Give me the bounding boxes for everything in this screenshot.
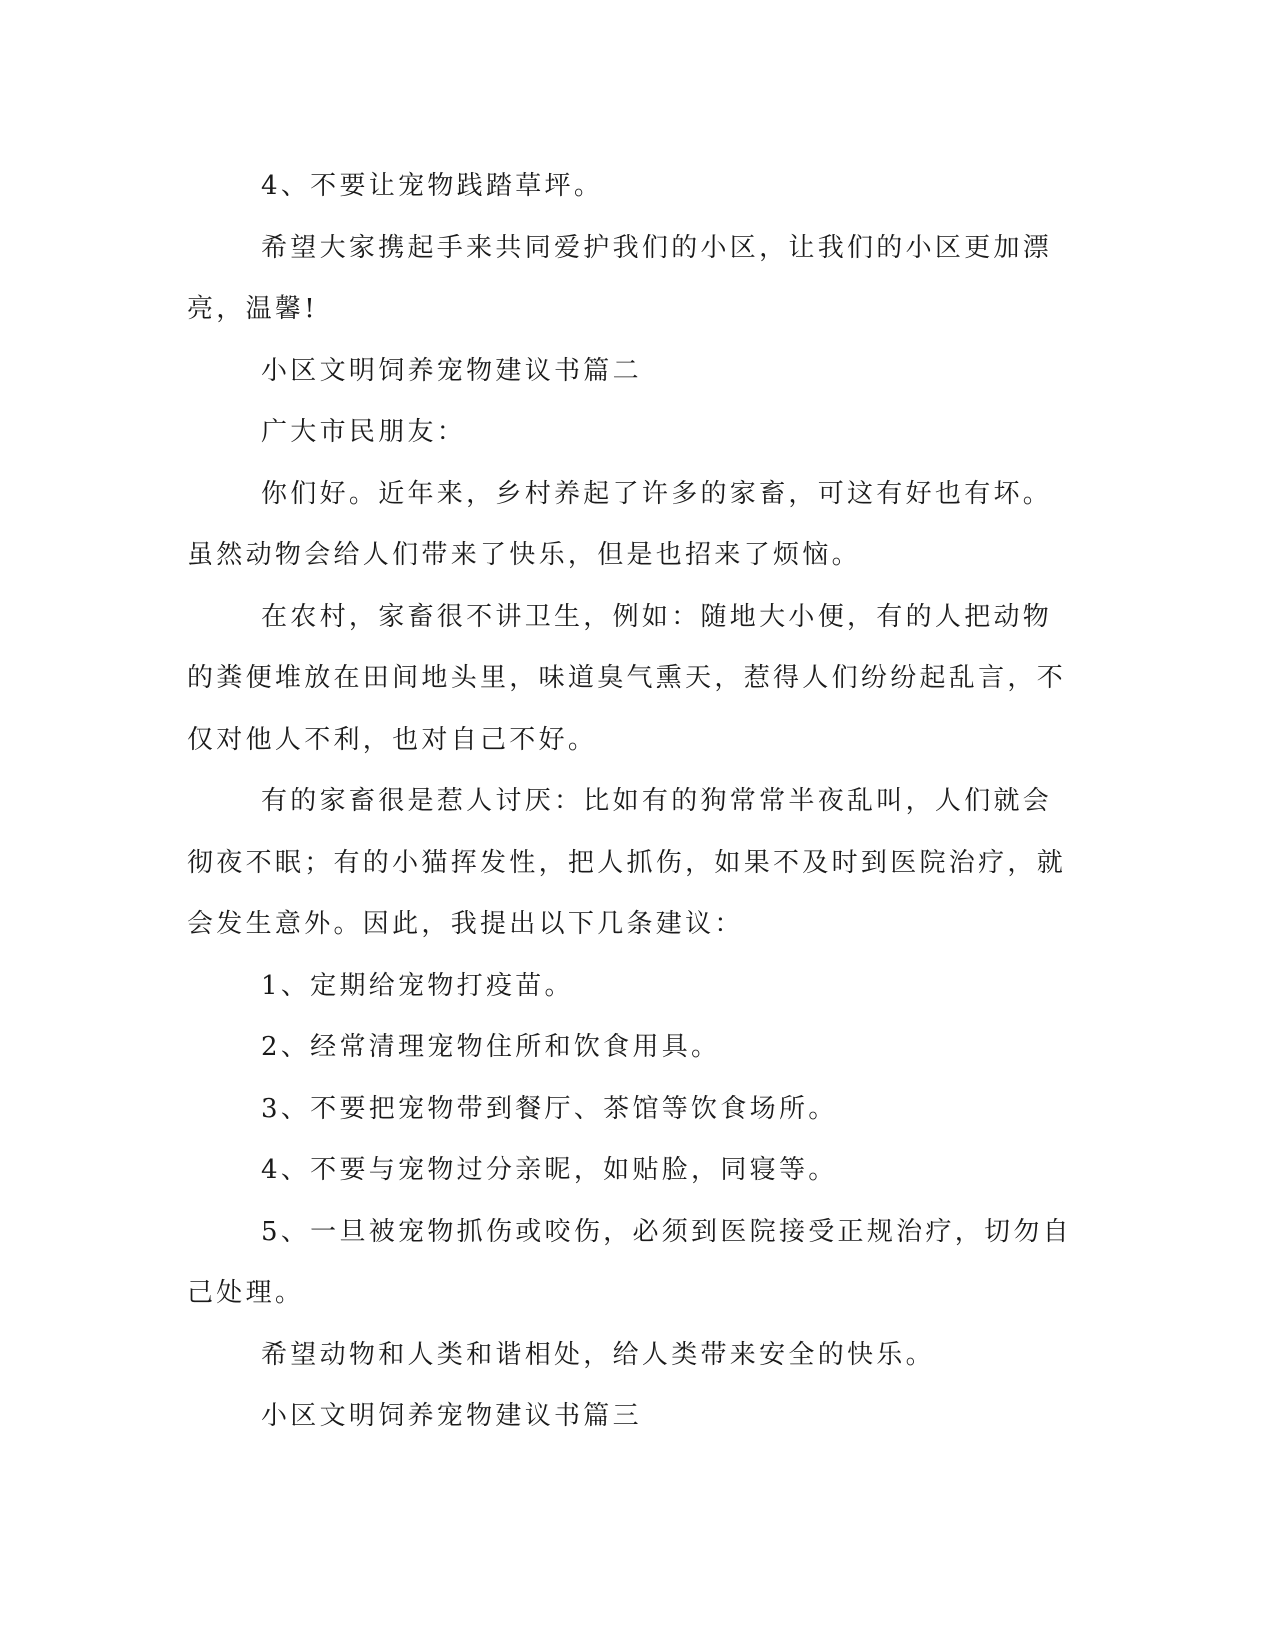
list-item-4-lawn: 4、不要让宠物践踏草坪。: [261, 171, 604, 201]
salutation: 广大市民朋友：: [261, 417, 467, 447]
list-item-5-treatment: 5、一旦被宠物抓伤或咬伤，必须到医院接受正规治疗，切勿自己处理。: [187, 1216, 1072, 1308]
list-item-1-vaccine: 1、定期给宠物打疫苗。: [261, 970, 574, 1001]
body-paragraph-hygiene: 在农村，家畜很不讲卫生，例如：随地大小便，有的人把动物的粪便堆放在田间地头里，味道臭气熏天，惹得人们纷纷起乱言，不仅对他人不利，也对自己不好。: [187, 601, 1067, 755]
section-heading-part-two: 小区文明饲养宠物建议书篇二: [261, 355, 642, 386]
list-item-2-cleaning: 2、经常清理宠物住所和饮食用具。: [261, 1032, 721, 1062]
section-heading-part-three: 小区文明饲养宠物建议书篇三: [261, 1401, 642, 1431]
list-item-3-restaurants: 3、不要把宠物带到餐厅、茶馆等饮食场所。: [261, 1093, 838, 1124]
list-item-4-contact: 4、不要与宠物过分亲昵，如贴脸，同寝等。: [261, 1155, 838, 1185]
closing-wish: 希望动物和人类和谐相处，给人类带来安全的快乐。: [261, 1339, 935, 1370]
document-body: [187, 156, 1077, 1448]
body-paragraph-intro: 你们好。近年来，乡村养起了许多的家畜，可这有好也有坏。虽然动物会给人们带来了快乐，但是也招来了烦恼。: [187, 478, 1053, 570]
body-paragraph-nuisance: 有的家畜很是惹人讨厌：比如有的狗常常半夜乱叫，人们就会彻夜不眠；有的小猫挥发性，把人抓伤，如果不及时到医院治疗，就会发生意外。因此，我提出以下几条建议：: [187, 786, 1067, 939]
closing-paragraph: 希望大家携起手来共同爱护我们的小区，让我们的小区更加漂亮，温馨!: [187, 232, 1053, 324]
